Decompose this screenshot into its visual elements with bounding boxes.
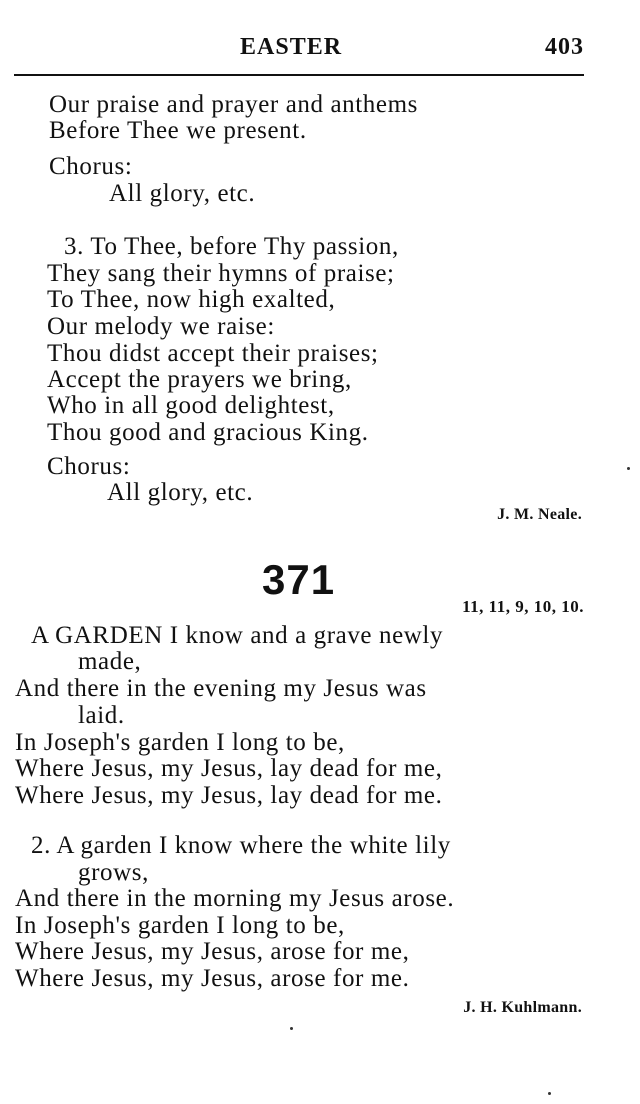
scan-speck: [548, 1092, 551, 1095]
chorus-text: All glory, etc.: [109, 180, 256, 207]
verse-line: Where Jesus, my Jesus, arose for me.: [15, 965, 410, 992]
verse-line: And there in the evening my Jesus was: [15, 675, 427, 702]
verse-line: 2. A garden I know where the white lily: [31, 832, 451, 859]
chorus-text: All glory, etc.: [107, 479, 254, 506]
scan-speck: [627, 467, 630, 470]
verse-line: laid.: [78, 702, 125, 729]
hymn-number: 371: [262, 556, 336, 603]
page-number: 403: [545, 34, 584, 60]
hymn-meter: 11, 11, 9, 10, 10.: [462, 597, 584, 616]
verse-line: Our melody we raise:: [47, 313, 275, 340]
verse-line: 3. To Thee, before Thy passion,: [64, 233, 399, 260]
verse-line: grows,: [78, 859, 149, 886]
chorus-label: Chorus:: [47, 453, 131, 480]
verse-line: Before Thee we present.: [49, 117, 307, 144]
header-rule: [14, 74, 584, 76]
verse-line: And there in the morning my Jesus arose.: [15, 885, 455, 912]
verse-line: They sang their hymns of praise;: [47, 260, 395, 287]
verse-line: Our praise and prayer and anthems: [49, 91, 418, 118]
verse-line: Where Jesus, my Jesus, lay dead for me,: [15, 755, 443, 782]
verse-line: To Thee, now high exalted,: [47, 286, 336, 313]
verse-line: Who in all good delightest,: [47, 392, 335, 419]
verse-line: A GARDEN I know and a grave newly: [31, 622, 444, 649]
chorus-label: Chorus:: [49, 153, 133, 180]
verse-line: In Joseph's garden I long to be,: [15, 912, 345, 939]
author-attribution: J. M. Neale.: [497, 506, 582, 523]
verse-line: Where Jesus, my Jesus, arose for me,: [15, 938, 410, 965]
verse-line: In Joseph's garden I long to be,: [15, 729, 345, 756]
page-header: [14, 34, 584, 74]
verse-line: Where Jesus, my Jesus, lay dead for me.: [15, 782, 443, 809]
verse-line: Accept the prayers we bring,: [47, 366, 352, 393]
author-attribution: J. H. Kuhlmann.: [463, 999, 582, 1016]
verse-line: Thou didst accept their praises;: [47, 340, 379, 367]
verse-line: made,: [78, 648, 142, 675]
running-title: EASTER: [240, 34, 343, 60]
scan-speck: [290, 1027, 293, 1030]
verse-line: Thou good and gracious King.: [47, 419, 369, 446]
